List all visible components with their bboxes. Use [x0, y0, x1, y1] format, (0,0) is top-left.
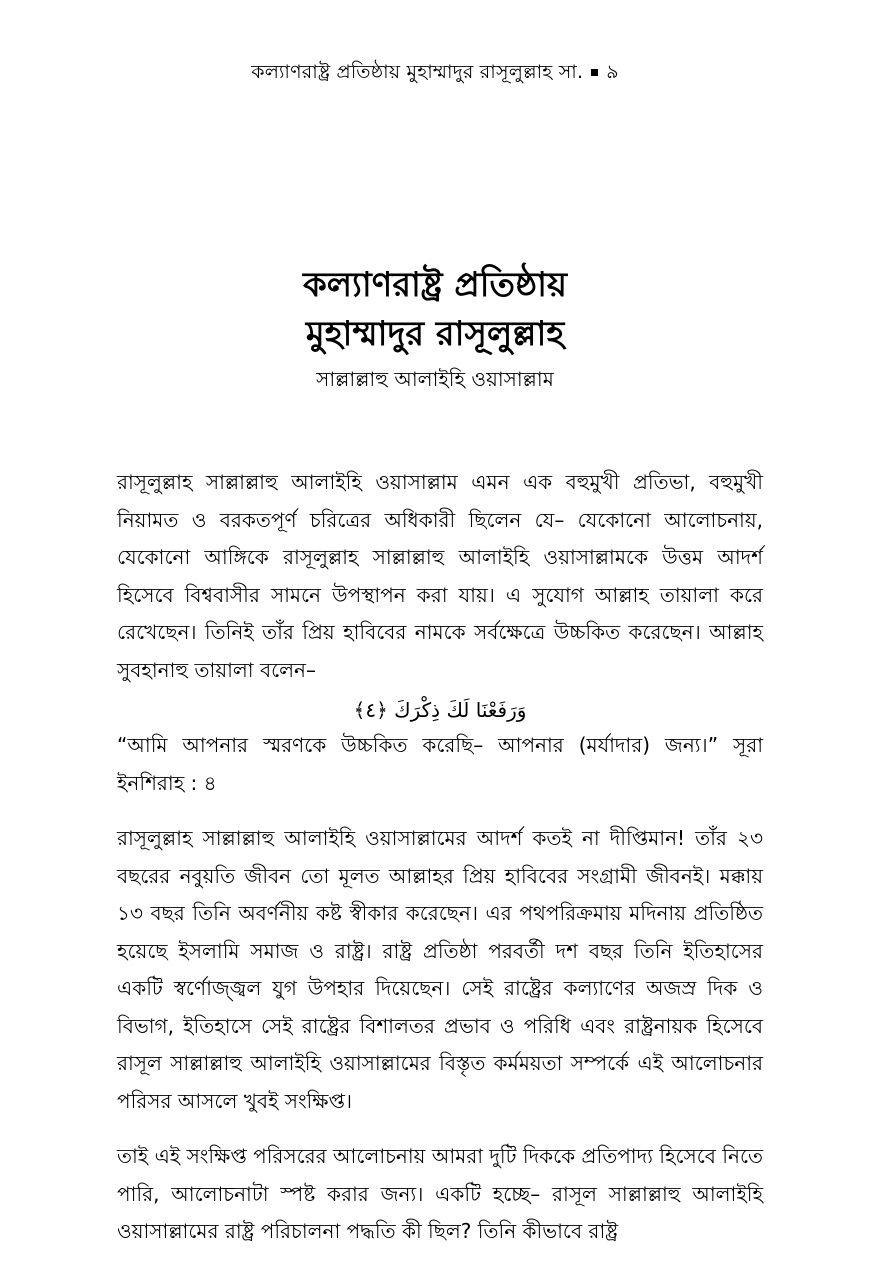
paragraph-3: তাই এই সংক্ষিপ্ত পরিসরের আলোচনায় আমরা দুটি দিককে প্রতিপাদ্য হিসেবে নিতে পারি, আলোচনাটা স্পষ্ট করার জন্য। একটি হচ্ছে– রাসূল সাল্লাল্লাহু আলাইহি ওয়াসাল্লামের রাষ্ট্র পরিচালনা পদ্ধতি কী ছিল? তিনি কীভাবে রাষ্ট্র: [117, 1144, 763, 1243]
paragraph-1: রাসূলুল্লাহ সাল্লাল্লাহু আলাইহি ওয়াসাল্লাম এমন এক বহুমুখী প্রতিভা, বহুমুখী নিয়ামত ও বরকতপূর্ণ চরিত্রের অধিকারী ছিলেন যে– যেকোনো আলোচনায়, যেকোনো আঙ্গিকে রাসূলুল্লাহ সাল্লাল্লাহু আলাইহি ওয়াসাল্লামকে উত্তম আদর্শ হিসেবে বিশ্ববাসীর সামনে উপস্থাপন করা যায়। এ সুযোগ আল্লাহ তায়ালা করে রেখেছেন। তিনিই তাঁর প্রিয় হাবিবের নামকে সর্বক্ষেত্রে উচ্চকিত করেছেন। আল্লাহ সুবহানাহু তায়ালা বলেন–: [117, 470, 763, 682]
chapter-subtitle: সাল্লাল্লাহু আলাইহি ওয়াসাল্লাম: [316, 367, 554, 391]
chapter-title-line2: মুহাম্মাদুর রাসূলুল্লাহ: [305, 314, 565, 354]
paragraph-gap: [117, 1120, 763, 1138]
verse-translation: “আমি আপনার স্মরণকে উচ্চকিত করেছি– আপনার (মর্যাদার) জন্য।” সূরা ইনশিরাহ : ৪: [117, 733, 763, 795]
running-header: [0, 58, 870, 90]
arabic-verse: وَرَفَعْنَا لَكَ ذِكْرَكَ ﴿٤﴾: [353, 698, 527, 722]
page-number: ৯: [606, 61, 619, 83]
chapter-title-line1: কল্যাণরাষ্ট্র প্রতিষ্ঠায়: [302, 265, 568, 305]
paragraph-gap: [117, 802, 763, 820]
paragraph-2: রাসূলুল্লাহ সাল্লাল্লাহু আলাইহি ওয়াসাল্লামের আদর্শ কতই না দীপ্তিমান! তাঁর ২৩ বছরের নবুয়তি জীবন তো মূলত আল্লাহর প্রিয় হাবিবের সংগ্রামী জীবনই। মক্কায় ১৩ বছর তিনি অবর্ণনীয় কষ্ট স্বীকার করেছেন। এর পথপরিক্রমায় মদিনায় প্রতিষ্ঠিত হয়েছে ইসলামি সমাজ ও রাষ্ট্র। রাষ্ট্র প্রতিষ্ঠা পরবর্তী দশ বছর তিনি ইতিহাসের একটি স্বর্ণোজ্জ্বল যুগ উপহার দিয়েছেন। সেই রাষ্ট্রের কল্যাণের অজস্র দিক ও বিভাগ, ইতিহাসে সেই রাষ্ট্রের বিশালতর প্রভাব ও পরিধি এবং রাষ্ট্রনায়ক হিসেবে রাসূল সাল্লাল্লাহু আলাইহি ওয়াসাল্লামের বিস্তৃত কর্মময়তা সম্পর্কে এই আলোচনার পরিসর আসলে খুবই সংক্ষিপ্ত।: [117, 826, 763, 1113]
separator-square-icon: [591, 69, 598, 76]
running-title: কল্যাণরাষ্ট্র প্রতিষ্ঠায় মুহাম্মাদুর রাসূলুল্লাহ সা.: [251, 61, 584, 83]
body-text: [117, 464, 763, 1251]
chapter-title-block: [0, 262, 870, 396]
